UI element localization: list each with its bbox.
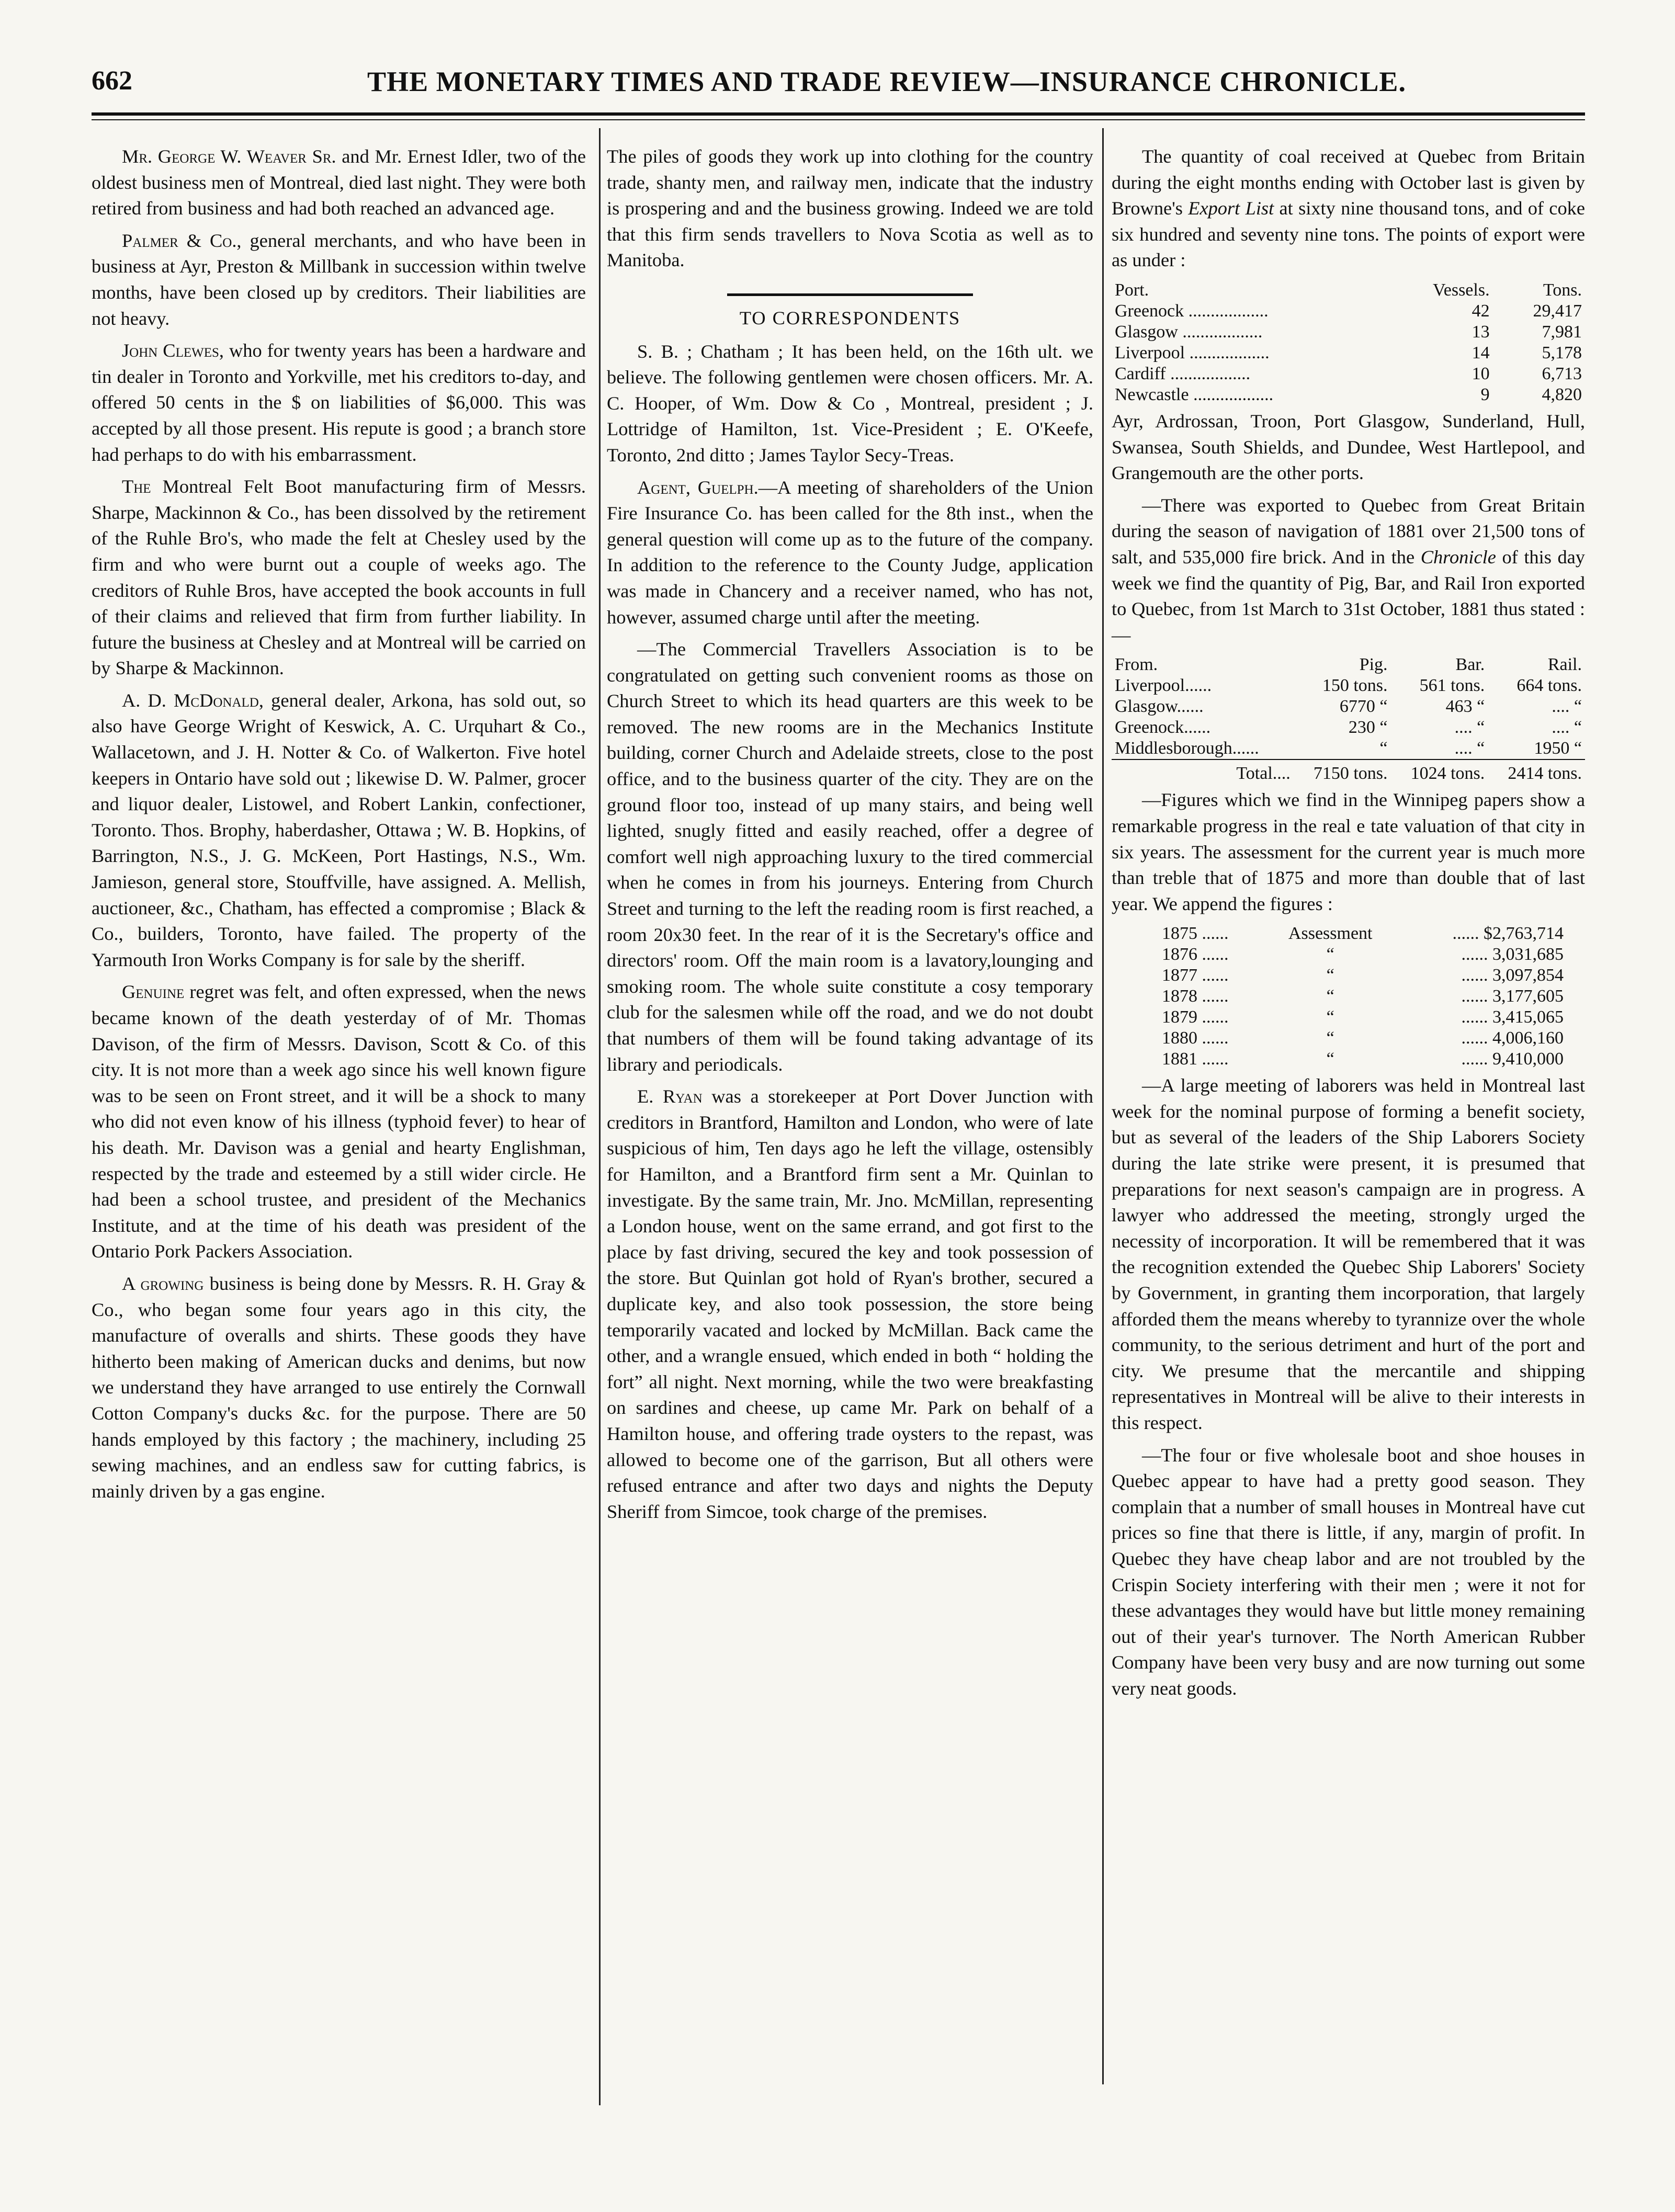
coal-table — [1112, 280, 1585, 405]
table-row — [1159, 944, 1567, 965]
table-row — [1112, 343, 1585, 364]
total-row — [1112, 763, 1585, 784]
total-bar: 1024 tons. — [1410, 764, 1485, 784]
tons-cell: 6,713 — [1542, 364, 1582, 383]
vessels-cell: 9 — [1480, 384, 1490, 404]
article-weaver — [92, 144, 586, 222]
article-lead: The — [122, 476, 151, 497]
article-lead: Palmer & Co., — [122, 230, 242, 251]
article-text: regret was felt, and often expressed, when the news became known of the death yesterday of of Mr. Thomas Davison, of the firm of Messrs. Davison, Scott & Co. of this city. It is not more than a week ago since his well known figure was to be seen on Front street, and it will be a shock to many who did not even know of his illness (typhoid fever) to hear of his death. Mr. Davison was a genial and hearty Englishman, respected by the trade and esteemed by a still wider circle. He had been a school trustee, and president of the Mechanics Institute, and at the time of his death was president of the Ontario Pork Packers Association. — [92, 981, 586, 1262]
value-cell: ...... 3,031,685 — [1461, 945, 1564, 965]
article-text: general merchants, and who have been in business at Ayr, Preston & Millbank in succession within twelve months, have been closed up by creditors. Their liabilities are not heavy. — [92, 230, 586, 329]
iron-table — [1112, 654, 1585, 784]
journal-title: THE MONETARY TIMES AND TRADE REVIEW—INSURANCE CHRONICLE. — [367, 66, 1406, 97]
pig-cell: “ — [1379, 739, 1388, 758]
article-lead: John Clewes, — [122, 340, 224, 361]
tons-cell: 7,981 — [1542, 322, 1582, 342]
publication-title: Chronicle — [1420, 546, 1496, 568]
year-cell: 1881 ...... — [1162, 1049, 1229, 1069]
tons-cell: 5,178 — [1542, 343, 1582, 362]
label-cell: “ — [1326, 1007, 1334, 1027]
label-cell: “ — [1326, 1028, 1334, 1048]
rail-cell: .... “ — [1552, 718, 1582, 738]
page-header — [92, 65, 1585, 107]
column-header: Bar. — [1455, 655, 1485, 675]
port-cell: Greenock .................. — [1115, 301, 1269, 321]
table-row — [1159, 1028, 1567, 1049]
bar-cell: 561 tons. — [1419, 676, 1485, 696]
article-palmer — [92, 228, 586, 332]
rail-cell: .... “ — [1552, 697, 1582, 717]
article-text: The quantity of coal received at Quebec from Britain during the eight months ending with October last is given by Browne's — [1112, 146, 1585, 219]
total-pig: 7150 tons. — [1313, 764, 1388, 784]
value-cell: ...... 9,410,000 — [1461, 1049, 1564, 1069]
column-header: Pig. — [1359, 655, 1388, 675]
column-header: Vessels. — [1432, 280, 1490, 300]
table-header-row — [1112, 654, 1585, 675]
column-2 — [607, 144, 1093, 1531]
column-header: Port. — [1115, 280, 1149, 300]
reply-guelph — [607, 475, 1093, 631]
article-text: at sixty nine thousand tons, and of coke six hundred and seventy nine tons. The points of export were as under : — [1112, 198, 1585, 271]
port-cell: Newcastle .................. — [1115, 384, 1274, 404]
article-text: —A meeting of shareholders of the Union Fire Insurance Co. has been called for the 8th inst., when the general question will come up as to the future of the company. In addition to the reference to the County Judge, application was made in Chancery and a receiver named, who has not, however, assumed charge until after the meeting. — [607, 477, 1093, 628]
bar-cell: 463 “ — [1445, 697, 1485, 717]
column-header: From. — [1115, 655, 1158, 675]
year-cell: 1877 ...... — [1162, 966, 1229, 985]
year-cell: 1879 ...... — [1162, 1007, 1229, 1027]
table-row — [1159, 1007, 1567, 1028]
header-rule-thin — [92, 119, 1585, 120]
table-row — [1112, 364, 1585, 384]
article-lead: Agent, Guelph. — [637, 477, 759, 498]
article-salt-iron — [1112, 493, 1585, 649]
article-coal — [1112, 144, 1585, 274]
tons-cell: 4,820 — [1542, 384, 1582, 404]
table-row — [1112, 717, 1585, 738]
value-cell: ...... 3,415,065 — [1461, 1007, 1564, 1027]
reply-chatham: S. B. ; Chatham ; It has been held, on the 16th ult. we believe. The following gentlemen were chosen officers. Mr. A. C. Hooper, of Wm. Dow & Co , Montreal, president ; J. Lottridge of Hamilton, 1st. Vice-President ; E. O'Keefe, Toronto, 2nd ditto ; James Taylor Secy-Treas. — [607, 341, 1093, 466]
column-header: Tons. — [1543, 280, 1582, 300]
article-coal-ports: Ayr, Ardrossan, Troon, Port Glasgow, Sunderland, Hull, Swansea, South Shields, and Dundee, West Hartlepool, and Grangemouth are the other ports. — [1112, 410, 1585, 484]
article-lead: E. Ryan — [637, 1086, 703, 1107]
article-lead: Genuine — [122, 981, 185, 1003]
article-text: Montreal Felt Boot manufacturing firm of Messrs. Sharpe, Mackinnon & Co., has been dissolved by the retirement of the Ruhle Bro's, who made the felt at Chesley used by the firm and who were burnt out a couple of weeks ago. The creditors of Ruhle Bros, have accepted the book accounts in full of their claims and relieved that firm from further liability. In future the business at Chesley and at Montreal will be carried on by Sharpe & Mackinnon. — [92, 476, 586, 679]
value-cell: ...... $2,763,714 — [1452, 924, 1564, 944]
from-cell: Glasgow...... — [1115, 697, 1204, 717]
article-laborers: —A large meeting of laborers was held in Montreal last week for the nominal purpose of forming a benefit society, but as several of the leaders of the Ship Laborers Society during the late strike were present, it is presumed that preparations for next season's campaign are in progress. A lawyer who addressed the meeting, strongly urged the necessity of incorporation. It will be remembered that it was the recognition extended the Quebec Ship Laborers' Society by Government, in granting them incorporation, that largely afforded them the means whereby to tyrannize over the whole community, to the serious detriment and hurt of the port and city. We presume that the mercantile and shipping representatives in Montreal will be alive to their interests in this respect. — [1112, 1075, 1585, 1433]
vessels-cell: 14 — [1472, 343, 1490, 362]
port-cell: Glasgow .................. — [1115, 322, 1263, 342]
value-cell: ...... 4,006,160 — [1461, 1028, 1564, 1048]
pig-cell: 230 “ — [1348, 718, 1388, 738]
article-winnipeg: —Figures which we find in the Winnipeg papers show a remarkable progress in the real e tate valuation of that city in six years. The assessment for the current year is much more than treble that of 1875 and more than double that of last year. We append the figures : — [1112, 789, 1585, 914]
article-mcdonald — [92, 688, 586, 973]
table-row — [1112, 384, 1585, 405]
bar-cell: .... “ — [1454, 739, 1485, 758]
table-row — [1159, 986, 1567, 1007]
article-text: was a storekeeper at Port Dover Junction with creditors in Brantford, Hamilton and London, who were of late suspicious of him, Ten days ago he left the village, ostensibly for Hamilton, and a Brantford firm sent a Mr. Quinlan to investigate. By the same train, Mr. Jno. McMillan, representing a London house, went on the same errand, and got first to the place by fast driving, secured the key and took possession of the store. But Quinlan got hold of Ryan's brother, secured a duplicate key, and also took possession, the store being temporarily vacated and locked by McMillan. Back came the other, and a wrangle ensued, which ended in both “ holding the fort” all night. Next morning, while the two were breakfasting on sardines and cheese, up came Mr. Park on behalf of a Hamilton house, and offering trade oysters to the repast, was allowed to become one of the garrison, But all others were refused entrance and after two days and nights the Deputy Sheriff from Simcoe, took charge of the premises. — [607, 1086, 1093, 1522]
header-rule-thick — [92, 112, 1585, 116]
article-gray — [92, 1271, 586, 1504]
year-cell: 1878 ...... — [1162, 986, 1229, 1006]
table-row — [1112, 738, 1585, 759]
article-text: business is being done by Messrs. R. H. Gray & Co., who began some four years ago in this city, the manufacture of overalls and shirts. These goods they have hitherto been making of American ducks and denims, but now we understand they have arranged to use entirely the Cornwall Cotton Company's ducks &c. for the purpose. There are 50 hands employed by this factory ; the machinery, including 25 sewing machines, and an endless saw for cutting fabrics, is mainly driven by a gas engine. — [92, 1273, 586, 1502]
section-heading-correspondents: TO CORRESPONDENTS — [739, 307, 961, 328]
table-row — [1112, 696, 1585, 717]
article-gray-continued: The piles of goods they work up into clothing for the country trade, shanty men, and railway men, indicate that the industry is prospering and and the business growing. Indeed we are told that this firm sends travellers to Nova Scotia as well as to Manitoba. — [607, 146, 1093, 271]
vessels-cell: 42 — [1472, 301, 1490, 321]
article-lead: A. D. McDonald, — [122, 689, 264, 711]
table-header-row — [1112, 280, 1585, 301]
column-divider-left — [599, 128, 601, 2105]
year-cell: 1880 ...... — [1162, 1028, 1229, 1048]
article-ryan — [607, 1084, 1093, 1525]
value-cell: ...... 3,177,605 — [1461, 986, 1564, 1006]
column-divider-right — [1102, 128, 1104, 2084]
article-lead: A growing — [122, 1273, 204, 1294]
pig-cell: 6770 “ — [1339, 697, 1388, 717]
article-text: —There was exported to Quebec from Great Britain during the season of navigation of 1881 over 21,500 tons of salt, and 535,000 fire brick. And in the — [1112, 494, 1585, 568]
value-cell: ...... 3,097,854 — [1461, 966, 1564, 985]
article-text: of this day week we find the quantity of Pig, Bar, and Rail Iron exported to Quebec, from 1st March to 31st October, 1881 thus stated :— — [1112, 546, 1585, 645]
article-clewes — [92, 338, 586, 468]
table-row — [1112, 675, 1585, 696]
article-travellers: —The Commercial Travellers Association is to be congratulated on getting such convenient rooms as those on Church Street to which its head quarters are this week to be removed. The new rooms are in the Mechanics Institute building, corner Church and Adelaide streets, close to the post office, and to the business quarter of the city. They are on the ground floor too, instead of up many stairs, and being well lighted, snugly fitted and easily reached, offer a degree of comfort well nigh approaching luxury to the tired commercial when he comes in from his journeys. Entering from Church Street and turning to the left the reading room is first reached, a room 20x30 feet. In the rear of it is the Secretary's office and directors' room. Off the main room is a lavatory,lounging and smoking room. The whole suite constitute a cosy temporary club for the salesmen while off the road, and we do not doubt that numbers of them will be found taking advantage of its library and periodicals. — [607, 639, 1093, 1075]
year-cell: 1876 ...... — [1162, 945, 1229, 965]
total-rule — [1112, 759, 1585, 763]
article-text: and Mr. Ernest Idler, two of the oldest business men of Montreal, died last night. They were both retired from business and had both reached an advanced age. — [92, 146, 586, 219]
year-cell: 1875 ...... — [1162, 924, 1229, 944]
label-cell: “ — [1326, 966, 1334, 985]
label-cell: Assessment — [1288, 924, 1373, 944]
table-row — [1112, 322, 1585, 343]
article-felt-boot — [92, 474, 586, 682]
total-label: Total.... — [1236, 764, 1291, 784]
from-cell: Greenock...... — [1115, 718, 1211, 738]
vessels-cell: 10 — [1472, 364, 1490, 383]
label-cell: “ — [1326, 1049, 1334, 1069]
publication-title: Export List — [1188, 198, 1274, 219]
table-row — [1112, 301, 1585, 322]
section-rule — [727, 293, 973, 296]
table-row — [1159, 1049, 1567, 1070]
table-row — [1159, 965, 1567, 986]
port-cell: Cardiff .................. — [1115, 364, 1251, 383]
article-davison — [92, 979, 586, 1265]
column-3 — [1112, 144, 1585, 1708]
port-cell: Liverpool .................. — [1115, 343, 1270, 362]
rail-cell: 664 tons. — [1516, 676, 1582, 696]
bar-cell: .... “ — [1454, 718, 1485, 738]
page-number: 662 — [92, 66, 132, 96]
total-rail: 2414 tons. — [1508, 764, 1582, 784]
column-header: Rail. — [1547, 655, 1582, 675]
rail-cell: 1950 “ — [1534, 739, 1582, 758]
label-cell: “ — [1326, 945, 1334, 965]
article-text: general dealer, Arkona, has sold out, so also have George Wright of Keswick, A. C. Urquhart & Co., Wallacetown, and J. H. Notter & Co. of Walkerton. Five hotel keepers in Ontario have sold out ; likewise D. W. Palmer, grocer and liquor dealer, Listowel, and Robert Lankin, confectioner, Toronto. Thos. Brophy, haberdasher, Ottawa ; W. B. Hopkins, of Barrington, N.S., J. G. McKeen, Port Hastings, N.S., Wm. Jamieson, general store, Stouffville, have assigned. A. Mellish, auctioneer, &c., Chatham, has effected a compromise ; Black & Co., builders, Toronto, have failed. The property of the Yarmouth Iron Works Company is for sale by the sheriff. — [92, 689, 586, 970]
pig-cell: 150 tons. — [1322, 676, 1388, 696]
tons-cell: 29,417 — [1533, 301, 1582, 321]
column-1 — [92, 144, 586, 1511]
article-lead: Mr. George W. Weaver Sr. — [122, 146, 336, 167]
table-row — [1159, 923, 1567, 944]
article-boot-shoe: —The four or five wholesale boot and shoe houses in Quebec appear to have had a pretty good season. They complain that a number of small houses in Montreal have cut prices so fine that there is little, if any, margin of profit. In Quebec they have cheap labor and are not troubled by the Crispin Society interfering with their men ; were it not for these advantages they would have but little money remaining out of their year's turnover. The North American Rubber Company have been very busy and are now turning out some very neat goods. — [1112, 1444, 1585, 1699]
article-text: who for twenty years has been a hardware and tin dealer in Toronto and Yorkville, met his creditors to-day, and offered 50 cents in the $ on liabilities of $6,000. This was accepted by all those present. His repute is good ; a branch store had perhaps to do with his embarrassment. — [92, 340, 586, 465]
vessels-cell: 13 — [1472, 322, 1490, 342]
from-cell: Middlesborough...... — [1115, 739, 1259, 758]
label-cell: “ — [1326, 986, 1334, 1006]
from-cell: Liverpool...... — [1115, 676, 1212, 696]
assessment-table — [1159, 923, 1567, 1070]
